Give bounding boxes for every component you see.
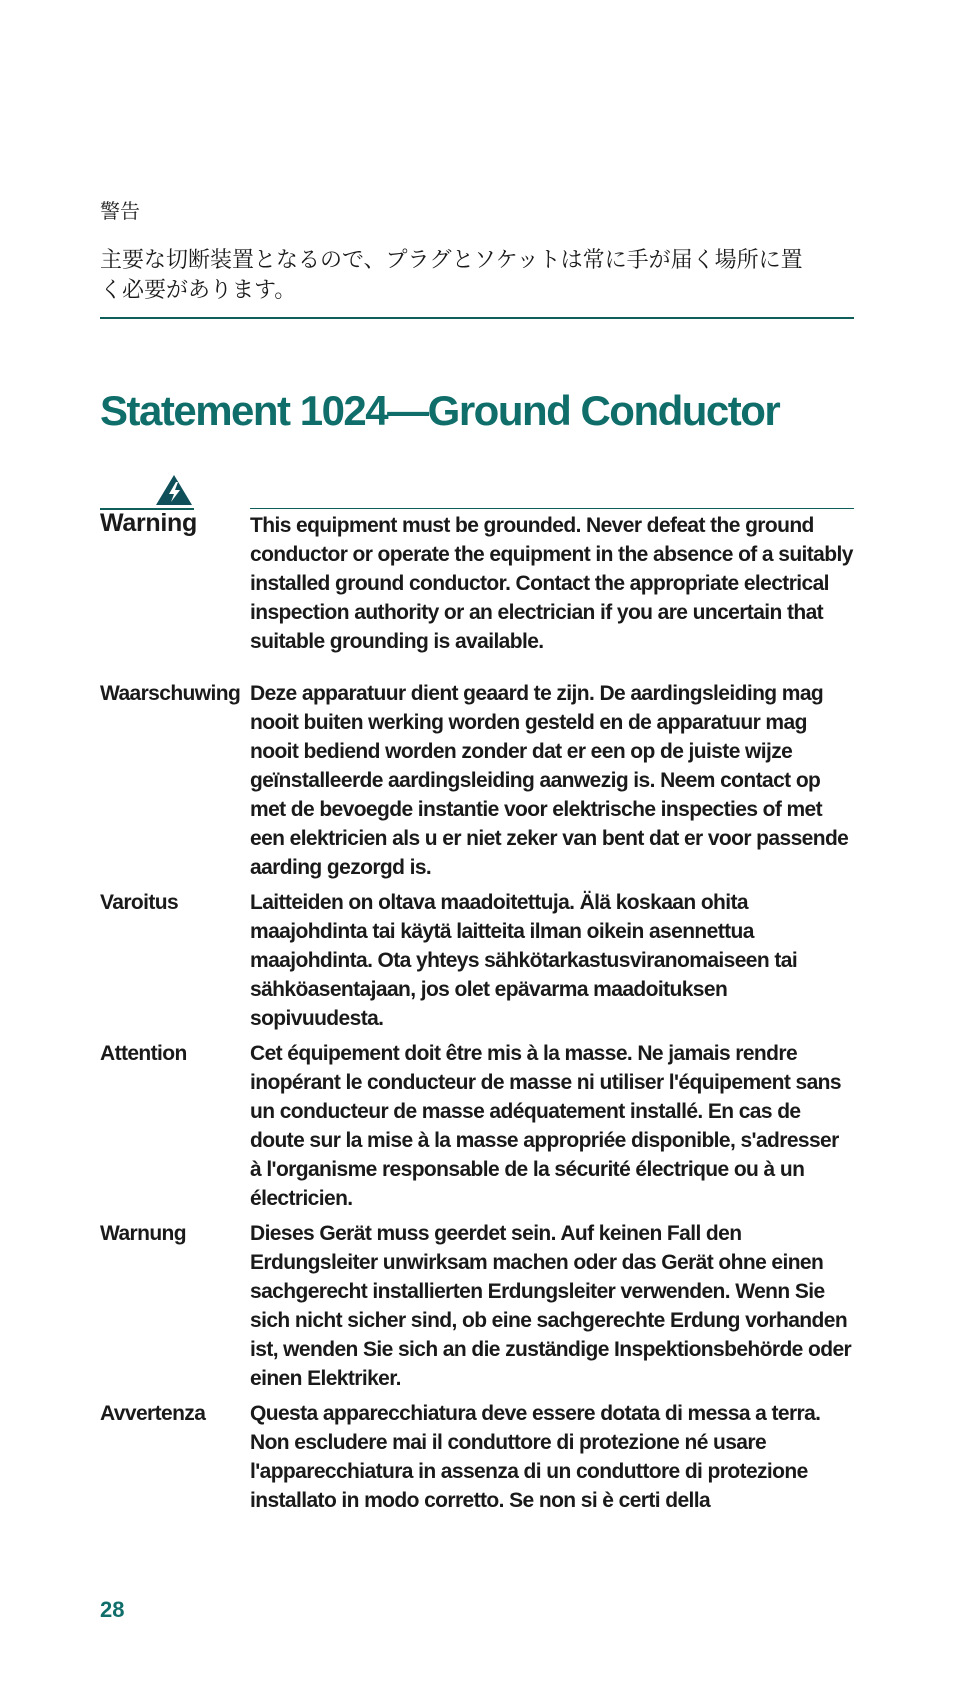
warning-label-en: Warning — [100, 509, 197, 537]
section-divider — [100, 317, 854, 319]
japanese-warning-text: 主要な切断装置となるので、プラグとソケットは常に手が届く場所に置く必要があります。 — [100, 248, 803, 303]
warning-row-fr — [100, 1039, 854, 1213]
warning-label-de: Warnung — [100, 1222, 187, 1245]
warning-label-nl: Waarschuwing — [100, 682, 241, 705]
warning-row-nl — [100, 679, 854, 882]
warning-label-fi: Varoitus — [100, 891, 179, 914]
japanese-warning-label: 警告 — [100, 199, 140, 223]
page-number: 28 — [100, 1597, 125, 1622]
warning-text-en: This equipment must be grounded. Never defeat the ground conductor or operate the equipment in the absence of a suitably installed ground conductor. Contact the appropriate electrical inspection authority or an electrician if you are uncertain that suitable grounding is available. — [250, 514, 853, 653]
warning-label-it: Avvertenza — [100, 1402, 206, 1425]
warning-label-fr: Attention — [100, 1042, 187, 1065]
warning-row-en — [100, 511, 854, 656]
multilingual-warnings — [100, 511, 854, 1515]
warning-text-it: Questa apparecchiatura deve essere dotata di messa a terra. Non escludere mai il conduttore di protezione né usare l'apparecchiatura in assenza di un conduttore di protezione installato in modo corretto. Se non si è certi della — [250, 1402, 821, 1512]
warning-row-fi — [100, 888, 854, 1033]
warning-text-de: Dieses Gerät muss geerdet sein. Auf keinen Fall den Erdungsleiter unwirksam machen oder das Gerät ohne einen sachgerecht installierten Erdungsleiter verwenden. Wenn Sie sich nicht sicher sind, ob eine sachgerechte Erdung vorhanden ist, wenden Sie sich an die zuständige Inspektionsbehörde oder einen Elektriker. — [250, 1222, 852, 1390]
warning-text-fi: Laitteiden on oltava maadoitettuja. Älä koskaan ohita maajohdinta tai käytä laitteita ilman oikein asennettua maajohdinta. Ota yhteys sähkötarkastusviranomaiseen tai sähköasentajaan, jos olet epävarma maadoituksen sopivuudesta. — [250, 891, 798, 1030]
warning-text-fr: Cet équipement doit être mis à la masse. Ne jamais rendre inopérant le conducteur de masse ni utiliser l'équipement sans un conducteur de masse adéquatement installé. En cas de doute sur la mise à la masse appropriée disponible, s'adresser à l'organisme responsable de la sécurité électrique ou à un électricien. — [250, 1042, 841, 1210]
warning-text-rule — [250, 508, 854, 509]
electrical-hazard-warning-icon — [155, 474, 193, 506]
warning-row-it — [100, 1399, 854, 1515]
warning-text-nl: Deze apparatuur dient geaard te zijn. De aardingsleiding mag nooit buiten werking worden gesteld en de apparatuur mag nooit bediend worden zonder dat er een op de juiste wijze geïnstalleerde aardingsleiding aanwezig is. Neem contact op met de bevoegde instantie voor elektrische inspecties of met een elektricien als u er niet zeker van bent dat er voor passende aarding gezorgd is. — [250, 682, 849, 879]
warning-row-de — [100, 1219, 854, 1393]
statement-title: Statement 1024—Ground Conductor — [100, 387, 780, 434]
